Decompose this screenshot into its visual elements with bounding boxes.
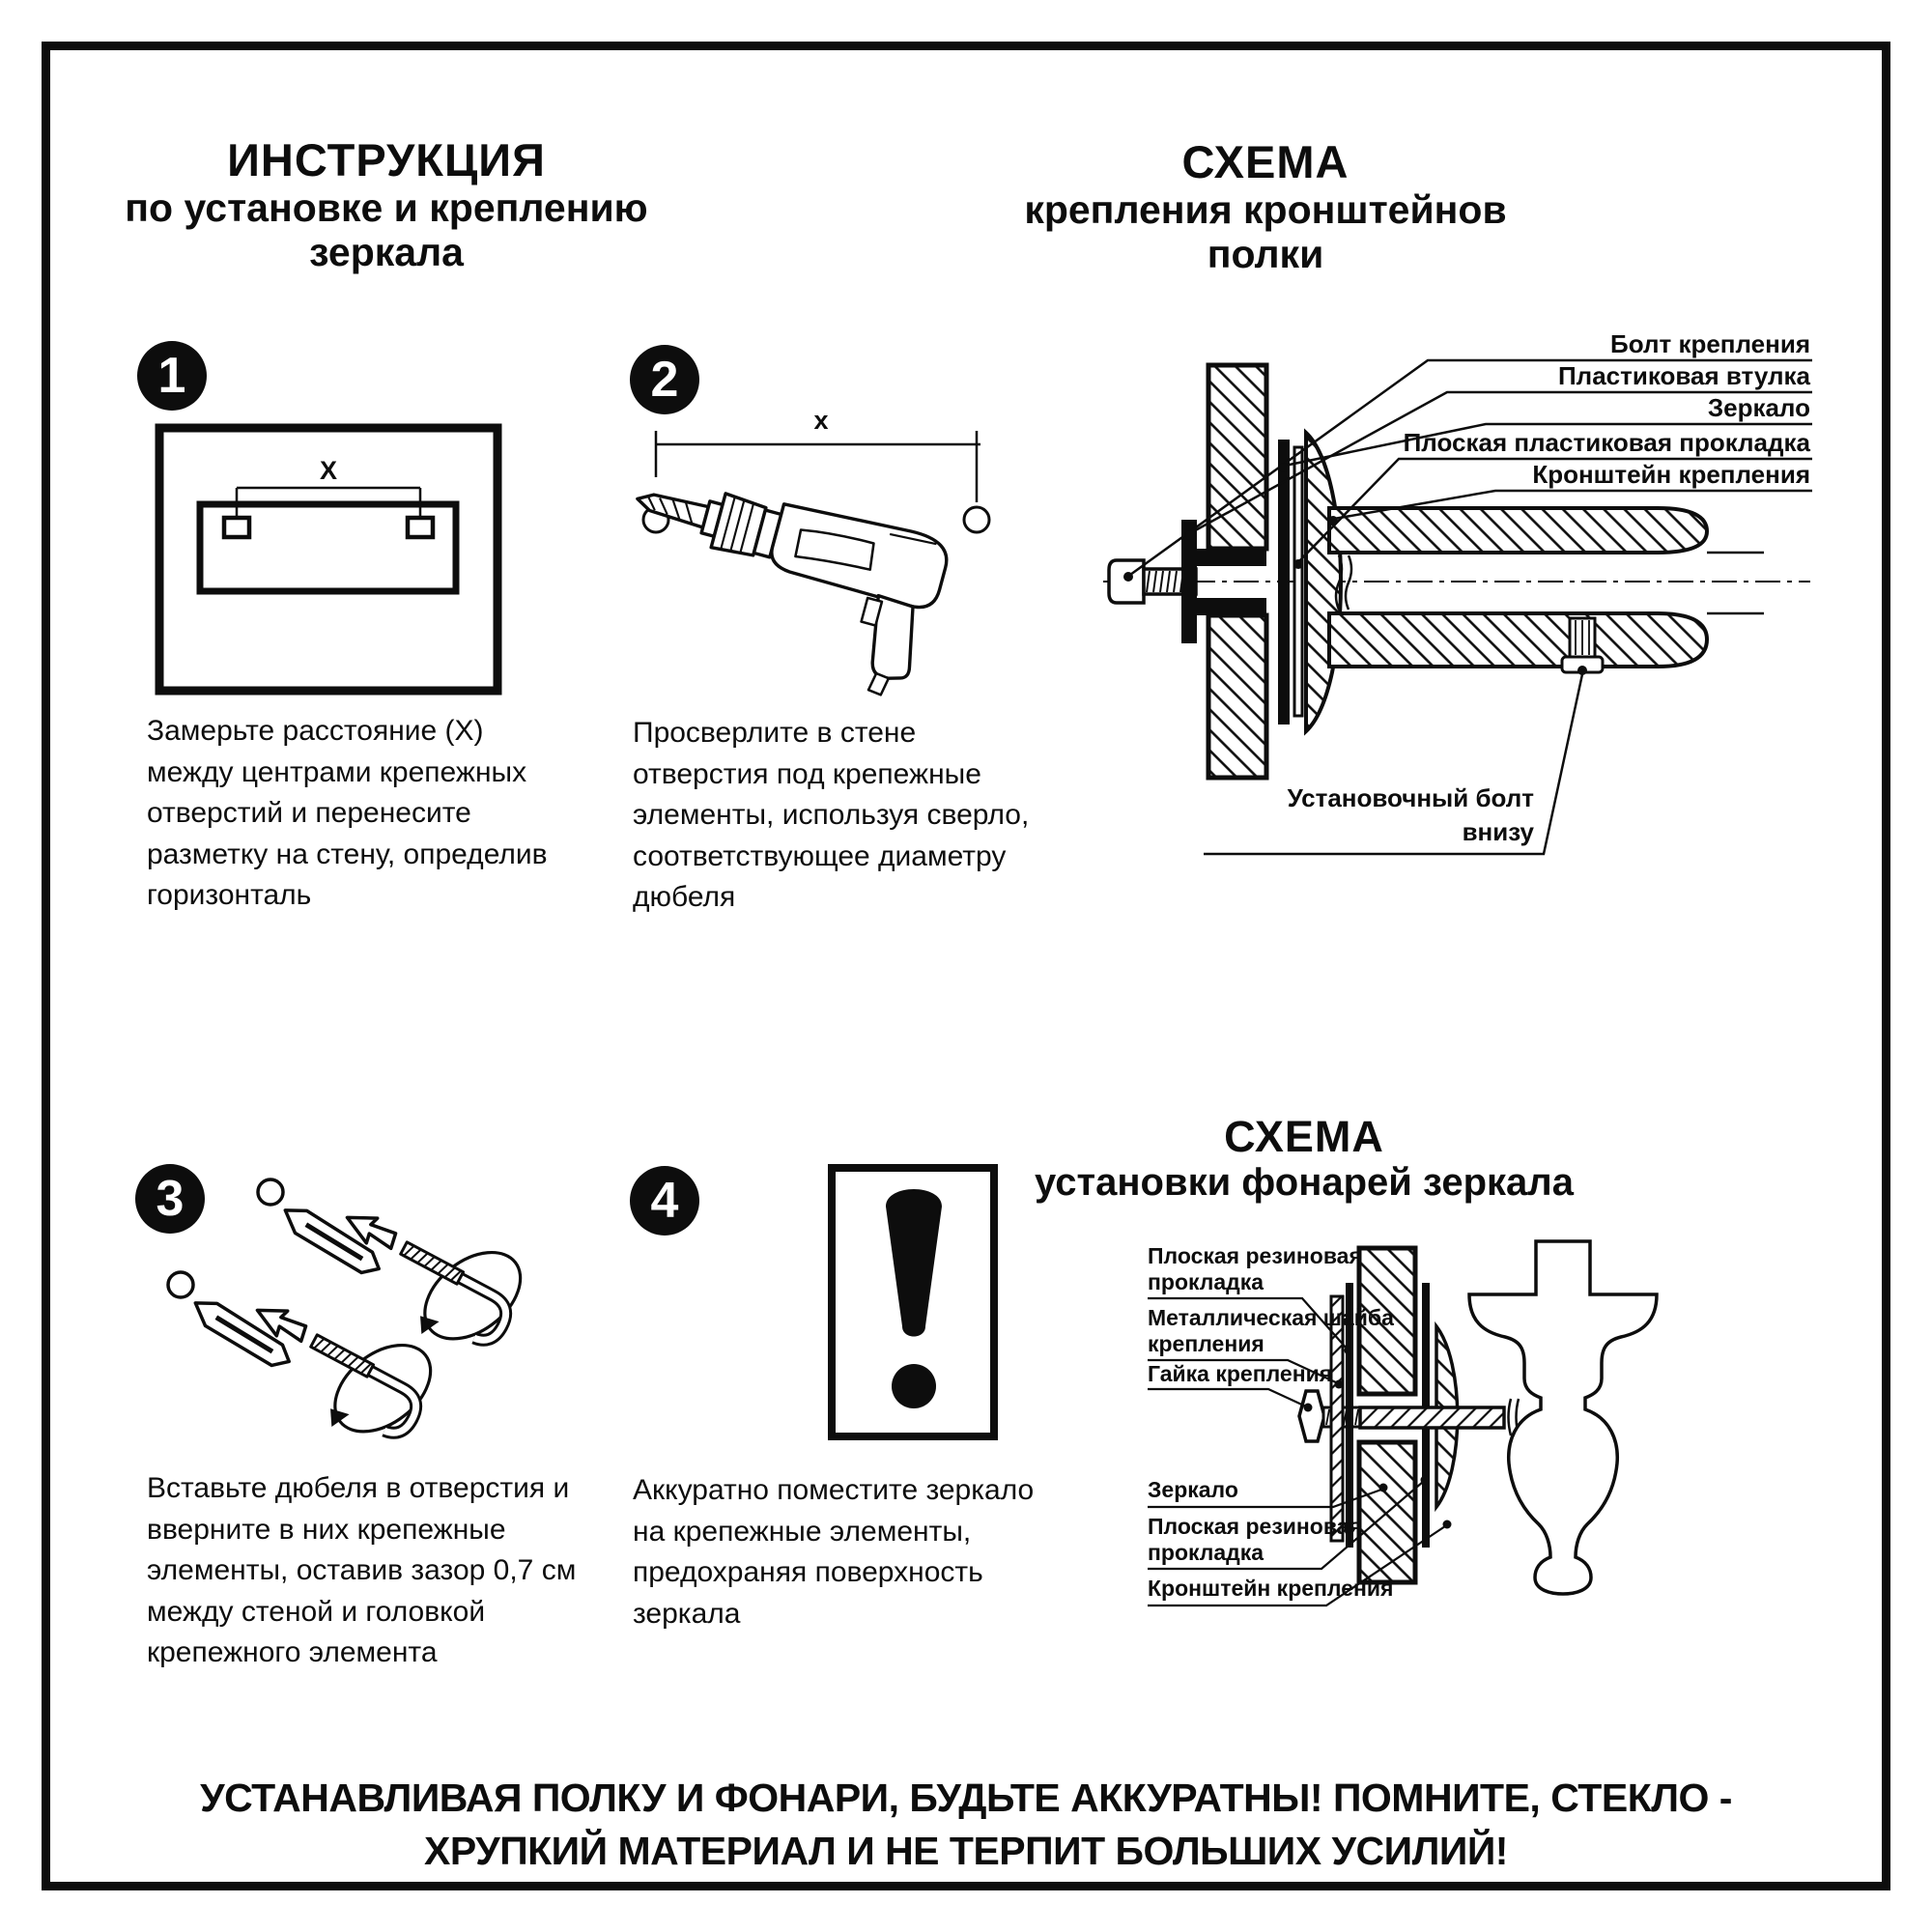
right-mount-hole	[408, 518, 433, 537]
label-washer-line2: крепления	[1148, 1331, 1264, 1356]
lamp-schema-title-line2: установки фонарей зеркала	[1035, 1161, 1574, 1205]
left-title-line2: по установке и креплению зеркала	[125, 185, 648, 274]
warning-line2: ХРУПКИЙ МАТЕРИАЛ И НЕ ТЕРПИТ БОЛЬШИХ УСИЛИЙ!	[424, 1828, 1508, 1873]
label-gasket-bottom-line1: Плоская резиновая	[1148, 1514, 1362, 1539]
dowel-assembly-bottom	[168, 1272, 460, 1469]
step-4-text: Аккуратно поместите зеркало на крепежные элементы, предохраняя поверхность зеркала	[633, 1474, 1035, 1630]
label-bracket: Кронштейн крепления	[1148, 1576, 1394, 1601]
lamp-schema-title	[1005, 1113, 1604, 1205]
exclamation-dot	[892, 1364, 936, 1408]
lamp-schema-title-line1: СХЕМА	[1224, 1112, 1384, 1161]
label-set-bolt-line1: Установочный болт	[1287, 783, 1534, 812]
left-title	[53, 135, 720, 274]
step-1-diagram	[155, 423, 502, 696]
drill-illustration	[605, 461, 952, 702]
label-washer-line1: Металлическая шайба	[1148, 1305, 1394, 1330]
label-mirror: Зеркало	[1148, 1477, 1238, 1502]
left-mount-hole	[224, 518, 249, 537]
label-gasket-top-line1: Плоская резиновая	[1148, 1243, 1362, 1268]
mount-bolt-head	[1109, 560, 1144, 603]
dimension-lines	[656, 431, 980, 502]
wall-section-upper	[1208, 365, 1266, 549]
right-hole	[964, 507, 989, 532]
step-2-text: Просверлите в стене отверстия под крепежные элементы, используя сверло, соответствующее диаметру дюбеля	[633, 717, 1030, 914]
label-sleeve: Пластиковая втулка	[1557, 361, 1810, 390]
dowel-assembly-top	[258, 1179, 550, 1377]
left-title-line1: ИНСТРУКЦИЯ	[227, 134, 546, 185]
label-washer: Плоская пластиковая прокладка	[1403, 428, 1810, 457]
step-2-diagram	[613, 359, 1043, 683]
exclamation-icon	[886, 1189, 942, 1337]
bracket-upper-arm	[1329, 508, 1707, 553]
step-3-diagram	[145, 1151, 599, 1451]
warning-line1: УСТАНАВЛИВАЯ ПОЛКУ И ФОНАРИ, БУДЬТЕ АККУРАТНЫ! ПОМНИТЕ, СТЕКЛО -	[200, 1776, 1732, 1820]
label-mirror: Зеркало	[1707, 393, 1810, 422]
step-4-badge: 4	[630, 1166, 699, 1236]
step-3-text: Вставьте дюбеля в отверстия и вверните в них крепежные элементы, оставив зазор 0,7 см между стеной и головкой крепежного элемента	[147, 1472, 577, 1669]
step-4-diagram	[826, 1162, 1000, 1442]
dimension-x-label: x	[813, 406, 829, 435]
label-bolt: Болт крепления	[1610, 329, 1810, 358]
dimension-x-label: X	[319, 456, 338, 485]
step-1-badge: 1	[137, 341, 207, 411]
label-nut: Гайка крепления	[1148, 1361, 1333, 1386]
bracket-flange	[1306, 433, 1341, 731]
right-title-line1: СХЕМА	[1181, 136, 1350, 187]
bracket-schema-diagram	[1080, 242, 1835, 879]
flat-plastic-washer	[1294, 447, 1302, 716]
label-bracket: Кронштейн крепления	[1532, 460, 1810, 489]
label-gasket-top-line2: прокладка	[1148, 1269, 1264, 1294]
step-3-badge: 3	[135, 1164, 205, 1234]
label-gasket-bottom-line2: прокладка	[1148, 1540, 1264, 1565]
wall-section-lower	[1208, 615, 1266, 778]
bracket-lower-arm	[1329, 613, 1707, 667]
label-set-bolt-line2: внизу	[1462, 817, 1534, 846]
step-2-badge: 2	[630, 345, 699, 414]
right-title-line2: крепления кронштейнов полки	[1024, 186, 1507, 276]
shelf-slot-lines	[1336, 553, 1764, 613]
mount-nut	[1299, 1391, 1324, 1441]
bracket-arm	[1360, 1407, 1504, 1428]
lamp-schema-diagram	[1080, 1238, 1835, 1750]
step-1-text: Замерьте расстояние (X) между центрами крепежных отверстий и перенесите разметку на стену, определив горизонталь	[147, 715, 548, 912]
warning-text	[97, 1772, 1835, 1877]
